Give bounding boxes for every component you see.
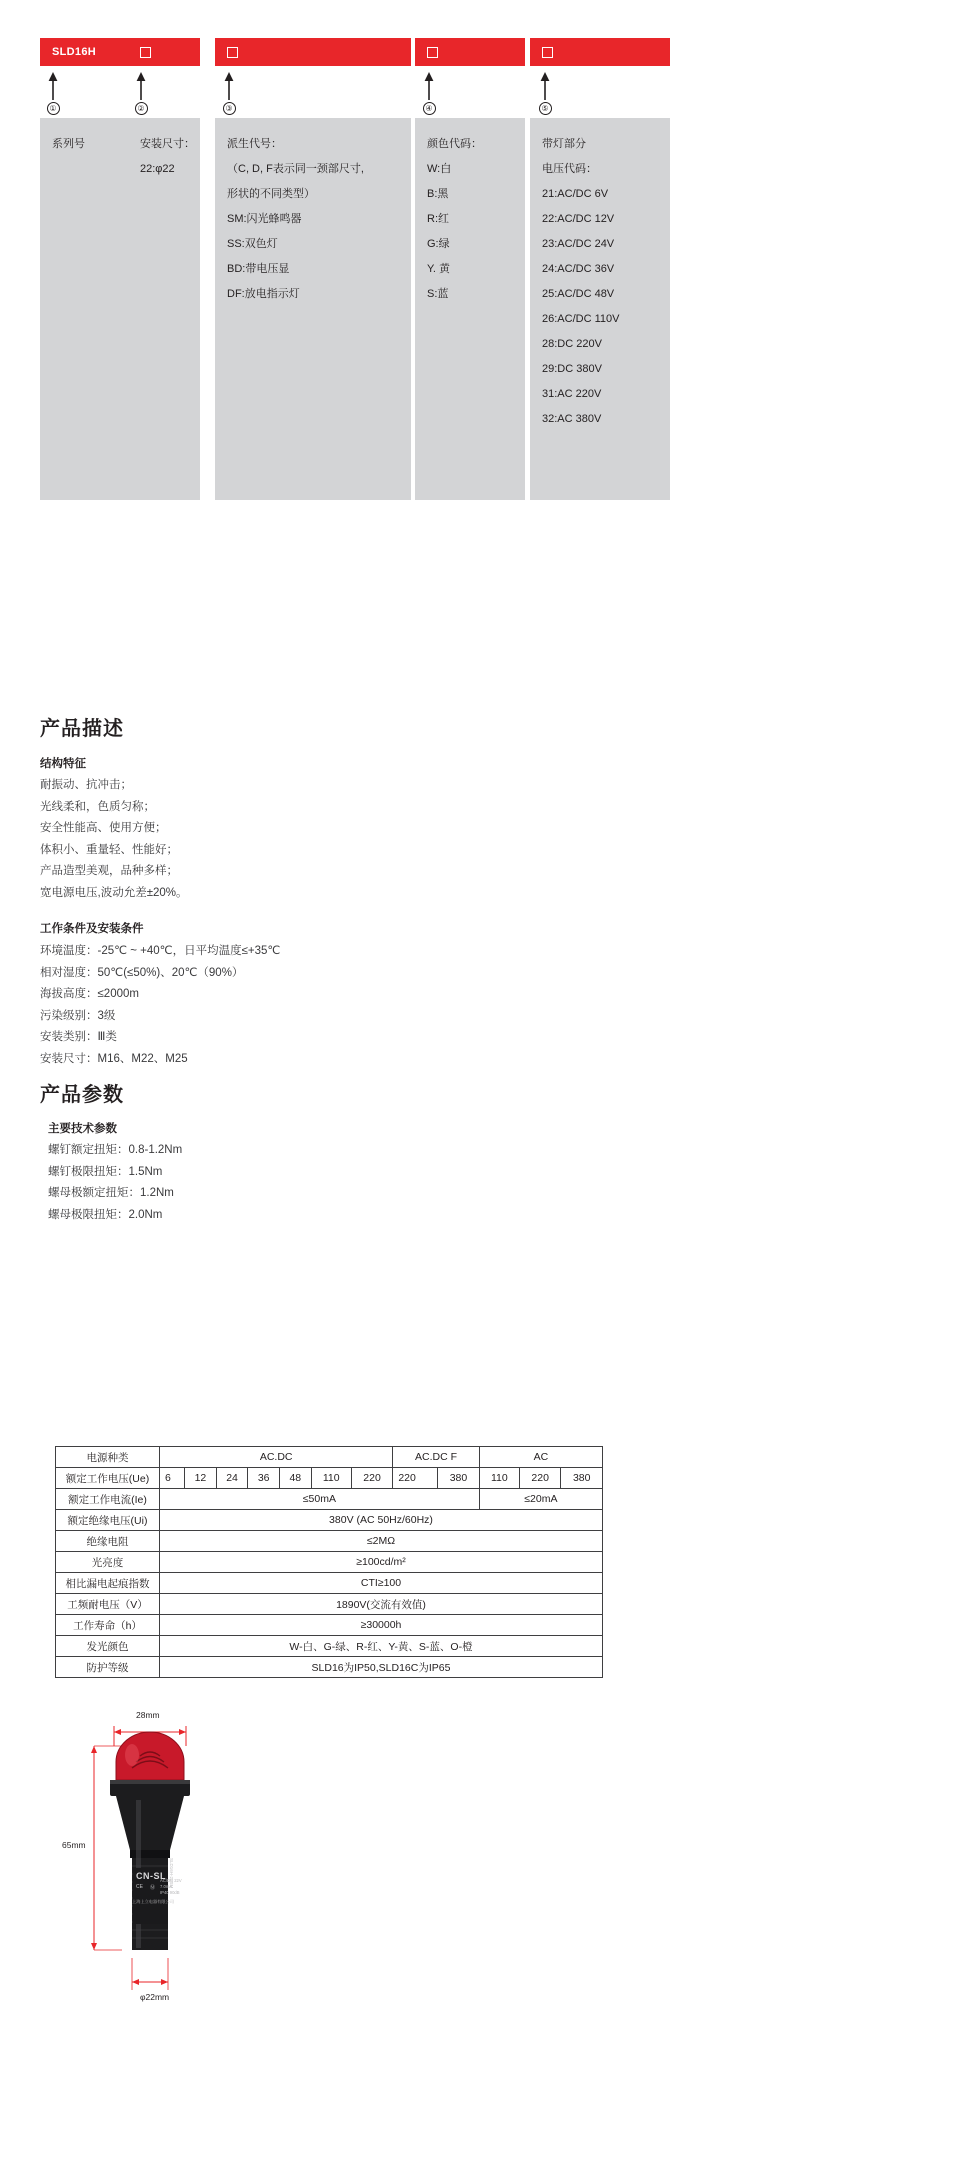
legend-column-series	[40, 118, 128, 500]
placeholder-box-icon	[140, 47, 151, 58]
row-label: 工作寿命（h）	[56, 1615, 160, 1636]
code-block-series-label: SLD16H	[52, 46, 96, 58]
row-value-left: ≤50mA	[160, 1489, 480, 1510]
legend-line: 31:AC 220V	[542, 388, 602, 400]
voltage-cell: 220	[351, 1468, 393, 1489]
print-spec-protection: IP40 90dB	[160, 1890, 180, 1895]
up-arrow-icon	[135, 72, 147, 100]
legend-line: 系列号	[52, 138, 85, 150]
main-parameters-list	[48, 1140, 182, 1226]
marker-5-number: ⑤	[539, 102, 552, 115]
certification-rohs-mark: Ⓜ	[150, 1885, 156, 1891]
placeholder-box-icon	[227, 47, 238, 58]
row-value: W-白、G-绿、R-红、Y-黄、S-蓝、O-橙	[160, 1636, 603, 1657]
legend-line: 派生代号：	[227, 138, 282, 150]
marker-5	[534, 72, 556, 115]
legend-line: 安装尺寸：	[140, 138, 195, 150]
structure-item: 产品造型美观，品种多样；	[40, 865, 178, 877]
product-illustration	[60, 1700, 360, 2030]
marker-4-number: ④	[423, 102, 436, 115]
voltage-cell: 24	[216, 1468, 248, 1489]
up-arrow-icon	[223, 72, 235, 100]
structure-heading: 结构特征	[40, 758, 86, 770]
row-value: CTI≥100	[160, 1573, 603, 1594]
legend-line: B:黑	[427, 188, 449, 200]
conditions-item: 环境温度：-25℃ ~ +40℃，日平均温度≤+35℃	[40, 945, 281, 957]
main-parameter-item: 螺母极额定扭矩：1.2Nm	[48, 1187, 174, 1199]
table-row-rated-voltage	[56, 1468, 603, 1489]
row-label: 光亮度	[56, 1552, 160, 1573]
placeholder-box-icon	[542, 47, 553, 58]
legend-line: 32:AC 380V	[542, 413, 602, 425]
voltage-cell: 6	[160, 1468, 185, 1489]
table-row-insulation-resistance	[56, 1531, 603, 1552]
legend-line: 23:AC/DC 24V	[542, 238, 615, 250]
structure-item: 宽电源电压,波动允差±20%。	[40, 886, 188, 899]
structure-item: 耐振动、抗冲击；	[40, 779, 132, 791]
structure-list	[40, 775, 188, 904]
up-arrow-icon	[539, 72, 551, 100]
main-parameter-item: 螺母极限扭矩：2.0Nm	[48, 1208, 163, 1221]
legend-line: 形状的不同类型）	[227, 188, 315, 200]
legend-line: 带灯部分	[542, 138, 586, 150]
conditions-list	[40, 941, 280, 1070]
legend-line: W:白	[427, 163, 452, 175]
legend-line: 22:φ22	[140, 163, 175, 175]
product-description-title: 产品描述	[40, 718, 124, 740]
power-type-label: 电源种类	[56, 1447, 160, 1468]
table-row-power-type	[56, 1447, 603, 1468]
legend-line: 22:AC/DC 12V	[542, 213, 615, 225]
marker-4	[418, 72, 440, 115]
legend-column-derived-code	[215, 118, 411, 500]
top-dimension-label: 28mm	[136, 1710, 160, 1720]
row-label: 工频耐电压（V）	[56, 1594, 160, 1615]
legend-line: S:蓝	[427, 288, 449, 300]
legend-column-mounting-size	[128, 118, 200, 500]
legend-line: （C, D, F表示同一颈部尺寸,	[227, 163, 364, 175]
structure-item: 光线柔和，色质匀称；	[40, 800, 155, 813]
legend-line: Y. 黄	[427, 263, 451, 275]
structure-item: 安全性能高、使用方便；	[40, 822, 167, 834]
marker-3-number: ③	[223, 102, 236, 115]
table-row-lifetime	[56, 1615, 603, 1636]
power-type-ac: AC	[479, 1447, 602, 1468]
height-dimension-label: 65mm	[62, 1840, 86, 1850]
voltage-cell: 36	[248, 1468, 280, 1489]
marker-3	[218, 72, 240, 115]
voltage-cell: 48	[279, 1468, 311, 1489]
marker-1	[42, 72, 64, 115]
row-label: 额定工作电流(Ie)	[56, 1489, 160, 1510]
row-label: 绝缘电阻	[56, 1531, 160, 1552]
marker-2	[130, 72, 152, 115]
legend-line: R:红	[427, 213, 449, 225]
code-block-size	[128, 38, 200, 66]
legend-line: SM:闪光蜂鸣器	[227, 213, 302, 225]
table-row-light-color	[56, 1636, 603, 1657]
marker-1-number: ①	[47, 102, 60, 115]
conditions-heading: 工作条件及安装条件	[40, 923, 144, 935]
up-arrow-icon	[47, 72, 59, 100]
power-type-acdcf: AC.DC F	[393, 1447, 479, 1468]
voltage-cell: 110	[311, 1468, 351, 1489]
marker-2-number: ②	[135, 102, 148, 115]
code-block-voltage	[530, 38, 670, 66]
placeholder-box-icon	[427, 47, 438, 58]
legend-line: DF:放电指示灯	[227, 288, 300, 300]
row-value: SLD16为IP50,SLD16C为IP65	[160, 1657, 603, 1678]
print-spec-current: 7.0mA	[160, 1884, 173, 1889]
row-value: 1890V(交流有效值)	[160, 1594, 603, 1615]
product-model-print: SLD16H-22SM	[169, 1858, 174, 1889]
bottom-dimension-label: φ22mm	[140, 1992, 170, 2002]
legend-line: 24:AC/DC 36V	[542, 263, 615, 275]
dimension-drawing	[0, 1700, 970, 2165]
specification-table	[55, 1446, 603, 1678]
row-value: 380V (AC 50Hz/60Hz)	[160, 1510, 603, 1531]
code-block-series	[40, 38, 128, 66]
legend-column-voltage-code	[530, 118, 670, 500]
voltage-cell: 380	[561, 1468, 603, 1489]
row-value: ≥30000h	[160, 1615, 603, 1636]
voltage-cell: 110	[479, 1468, 519, 1489]
main-parameters-heading: 主要技术参数	[48, 1123, 117, 1135]
legend-line: 21:AC/DC 6V	[542, 188, 609, 200]
product-parameters-title: 产品参数	[40, 1084, 124, 1106]
voltage-cell: 380	[438, 1468, 480, 1489]
print-spec-voltage: AC/DC 22V	[160, 1878, 182, 1883]
legend-line: G:绿	[427, 238, 450, 250]
voltage-cell: 12	[185, 1468, 217, 1489]
row-label: 额定绝缘电压(Ui)	[56, 1510, 160, 1531]
product-brand-print: CN-SL	[136, 1871, 166, 1881]
structure-item: 体积小、重量轻、性能好；	[40, 843, 178, 856]
table-row-withstand-voltage	[56, 1594, 603, 1615]
row-value: ≤2MΩ	[160, 1531, 603, 1552]
conditions-item: 相对湿度：50℃(≤50%)、20℃（90%）	[40, 966, 244, 979]
up-arrow-icon	[423, 72, 435, 100]
legend-line: 28:DC 220V	[542, 338, 602, 350]
row-label: 相比漏电起痕指数	[56, 1573, 160, 1594]
row-value: ≥100cd/m²	[160, 1552, 603, 1573]
row-label: 防护等级	[56, 1657, 160, 1678]
certification-ce-mark: CE	[136, 1884, 143, 1890]
print-company-name: 上海上立电器有限公司	[132, 1899, 174, 1904]
main-parameter-item: 螺钉极限扭矩：1.5Nm	[48, 1165, 163, 1178]
legend-line: SS:双色灯	[227, 238, 278, 250]
code-block-derived	[215, 38, 411, 66]
conditions-item: 安装类别：Ⅲ类	[40, 1031, 117, 1043]
legend-line: 25:AC/DC 48V	[542, 288, 615, 300]
row-label: 发光颜色	[56, 1636, 160, 1657]
table-row-cti	[56, 1573, 603, 1594]
conditions-item: 污染级别：3级	[40, 1009, 116, 1022]
row-value-right: ≤20mA	[479, 1489, 602, 1510]
conditions-item: 海拔高度：≤2000m	[40, 988, 139, 1000]
legend-line: BD:带电压显	[227, 263, 290, 275]
code-block-color	[415, 38, 525, 66]
legend-line: 26:AC/DC 110V	[542, 313, 620, 325]
legend-column-color-code	[415, 118, 525, 500]
main-parameter-item: 螺钉额定扭矩：0.8-1.2Nm	[48, 1144, 183, 1156]
legend-line: 电压代码：	[542, 163, 597, 175]
table-row-rated-current	[56, 1489, 603, 1510]
power-type-acdc: AC.DC	[160, 1447, 393, 1468]
legend-line: 颜色代码：	[427, 138, 482, 150]
table-row-insulation-voltage	[56, 1510, 603, 1531]
voltage-cell: 220	[519, 1468, 561, 1489]
voltage-cell: 220	[393, 1468, 438, 1489]
table-row-luminance	[56, 1552, 603, 1573]
conditions-item: 安装尺寸：M16、M22、M25	[40, 1052, 188, 1065]
rated-voltage-label: 额定工作电压(Ue)	[56, 1468, 160, 1489]
table-row-protection-level	[56, 1657, 603, 1678]
legend-line: 29:DC 380V	[542, 363, 602, 375]
